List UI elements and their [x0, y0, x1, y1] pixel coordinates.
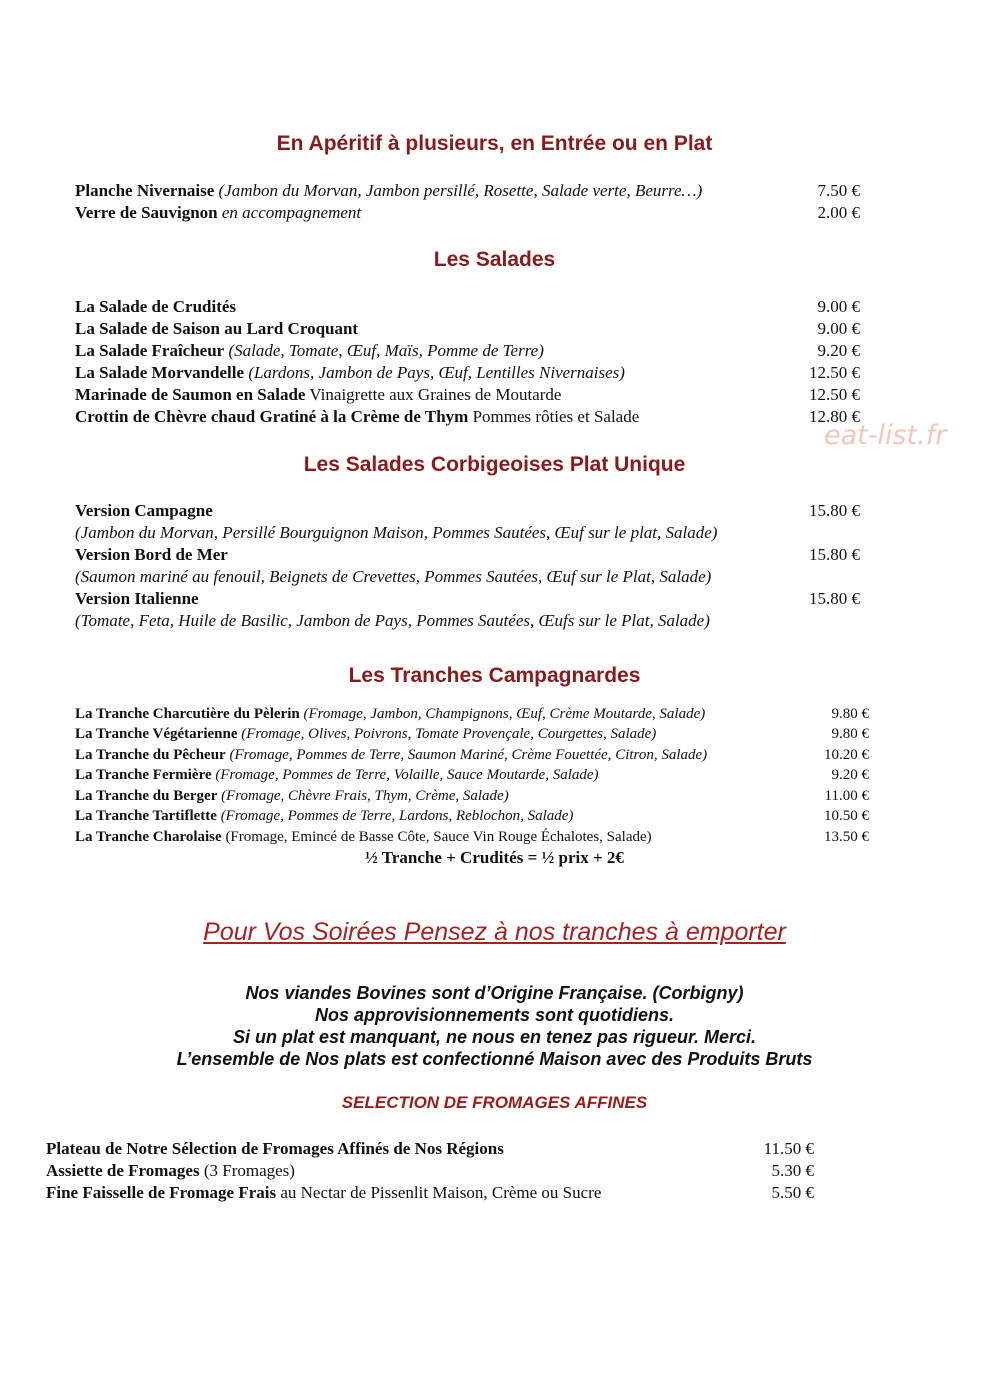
note-origin: Nos viandes Bovines sont d’Origine Française. (Corbigny): [245, 983, 744, 1003]
menu-item: [75, 786, 509, 806]
item-name: Version Italienne: [75, 589, 199, 608]
half-tranche-offer: ½ Tranche + Crudités = ½ prix + 2€: [365, 848, 624, 867]
item-detail: (Fromage, Pommes de Terre, Volaille, Sauce Moutarde, Salade): [211, 767, 599, 783]
section-title-salades: Les Salades: [433, 248, 556, 271]
item-name: Fine Faisselle de Fromage Frais: [46, 1183, 277, 1202]
item-detail: (Fromage, Pommes de Terre, Lardons, Reblochon, Salade): [216, 808, 574, 824]
item-name: La Tranche Végétarienne: [75, 726, 238, 742]
item-price: 11.00 €: [824, 788, 869, 804]
item-price: 10.50 €: [824, 808, 869, 824]
menu-item: [75, 827, 652, 847]
item-name: Verre de Sauvignon: [75, 203, 218, 222]
item-name: La Tranche Fermière: [75, 767, 212, 783]
section-title-corbigeoises: Les Salades Corbigeoises Plat Unique: [303, 453, 686, 476]
section-title-aperitif: En Apéritif à plusieurs, en Entrée ou en Plat: [276, 132, 713, 155]
note-missing: Si un plat est manquant, ne nous en tenez pas rigueur. Merci.: [232, 1027, 757, 1047]
item-price: 10.20 €: [824, 747, 869, 763]
menu-item: [75, 318, 358, 340]
item-detail: (Lardons, Jambon de Pays, Œuf, Lentilles Nivernaises): [244, 363, 625, 382]
item-price: 12.50 €: [809, 363, 860, 382]
item-price: 9.00 €: [817, 319, 860, 338]
item-price: 15.80 €: [809, 501, 860, 520]
item-detail: (Fromage, Olives, Poivrons, Tomate Provençale, Courgettes, Salade): [237, 726, 657, 742]
item-description: (Jambon du Morvan, Persillé Bourguignon Maison, Pommes Sautées, Œuf sur le plat, Salade): [75, 523, 718, 542]
item-extra: (3 Fromages): [199, 1161, 295, 1180]
item-price: 15.80 €: [809, 589, 860, 608]
takeaway-promo: Pour Vos Soirées Pensez à nos tranches à emporter: [203, 918, 786, 946]
menu-item: [75, 806, 573, 826]
item-name: La Salade Fraîcheur: [75, 341, 225, 360]
item-price: 7.50 €: [817, 181, 860, 200]
item-detail: (Fromage, Emincé de Basse Côte, Sauce Vin Rouge Échalotes, Salade): [221, 829, 652, 845]
item-description: (Tomate, Feta, Huile de Basilic, Jambon de Pays, Pommes Sautées, Œufs sur le Plat, Salade): [75, 611, 710, 630]
menu-item: [75, 745, 707, 765]
item-price: 11.50 €: [763, 1139, 814, 1158]
menu-item: [75, 406, 639, 428]
item-detail: (Fromage, Pommes de Terre, Saumon Mariné, Crème Fouettée, Citron, Salade): [225, 747, 708, 763]
item-name: Version Campagne: [75, 501, 213, 520]
menu-item: [46, 1160, 295, 1182]
item-name: La Tranche du Pêcheur: [75, 747, 226, 763]
menu-item: [75, 704, 705, 724]
item-name: La Tranche du Berger: [75, 788, 218, 804]
menu-item: [75, 180, 702, 202]
menu-item: [75, 340, 544, 362]
section-title-fromages: SELECTION DE FROMAGES AFFINES: [341, 1093, 648, 1112]
item-extra: au Nectar de Pissenlit Maison, Crème ou Sucre: [276, 1183, 602, 1202]
menu-item: [75, 362, 625, 384]
item-name: La Salade de Crudités: [75, 297, 237, 316]
item-detail: (Jambon du Morvan, Jambon persillé, Rosette, Salade verte, Beurre…): [214, 181, 703, 200]
section-title-tranches: Les Tranches Campagnardes: [348, 664, 641, 687]
item-description: (Saumon mariné au fenouil, Beignets de Crevettes, Pommes Sautées, Œuf sur le Plat, Salade): [75, 567, 712, 586]
item-price: 9.80 €: [831, 726, 869, 742]
item-name: Version Bord de Mer: [75, 545, 228, 564]
item-name: La Salade de Saison au Lard Croquant: [75, 319, 359, 338]
item-name: Assiette de Fromages: [46, 1161, 200, 1180]
item-name: Plateau de Notre Sélection de Fromages Affinés de Nos Régions: [46, 1139, 504, 1158]
item-price: 9.00 €: [817, 297, 860, 316]
item-price: 13.50 €: [824, 829, 869, 845]
item-name: La Salade Morvandelle: [75, 363, 245, 382]
item-name: Marinade de Saumon en Salade: [75, 385, 306, 404]
item-detail: (Fromage, Chèvre Frais, Thym, Crème, Salade): [217, 788, 509, 804]
menu-item: [75, 384, 561, 406]
menu-item: [75, 765, 599, 785]
item-price: 9.80 €: [831, 706, 869, 722]
menu-item: [46, 1182, 601, 1204]
item-price: 9.20 €: [831, 767, 869, 783]
item-extra: Pommes rôties et Salade: [468, 407, 640, 426]
item-extra: Vinaigrette aux Graines de Moutarde: [305, 385, 562, 404]
menu-item: [75, 296, 236, 318]
item-name: La Tranche Tartiflette: [75, 808, 217, 824]
item-detail: (Fromage, Jambon, Champignons, Œuf, Crème Moutarde, Salade): [299, 706, 706, 722]
item-detail: en accompagnement: [217, 203, 362, 222]
menu-item: [75, 588, 199, 610]
item-price: 2.00 €: [817, 203, 860, 222]
menu-item: [75, 500, 213, 522]
menu-item: [75, 544, 228, 566]
item-price: 5.50 €: [771, 1183, 814, 1202]
item-price: 12.50 €: [809, 385, 860, 404]
note-homemade: L’ensemble de Nos plats est confectionné Maison avec des Produits Bruts: [176, 1049, 813, 1069]
item-name: La Tranche Charolaise: [75, 829, 222, 845]
item-price: 12.80 €: [809, 407, 860, 426]
item-price: 15.80 €: [809, 545, 860, 564]
item-price: 5.30 €: [771, 1161, 814, 1180]
menu-item: [75, 202, 361, 224]
item-name: La Tranche Charcutière du Pèlerin: [75, 706, 300, 722]
item-name: Planche Nivernaise: [75, 181, 215, 200]
watermark: eat-list.fr: [824, 420, 947, 451]
item-name: Crottin de Chèvre chaud Gratiné à la Crème de Thym: [75, 407, 469, 426]
menu-item: [46, 1138, 504, 1160]
item-price: 9.20 €: [817, 341, 860, 360]
note-supply: Nos approvisionnements sont quotidiens.: [314, 1005, 675, 1025]
menu-item: [75, 724, 656, 744]
item-detail: (Salade, Tomate, Œuf, Maïs, Pomme de Terre): [224, 341, 544, 360]
